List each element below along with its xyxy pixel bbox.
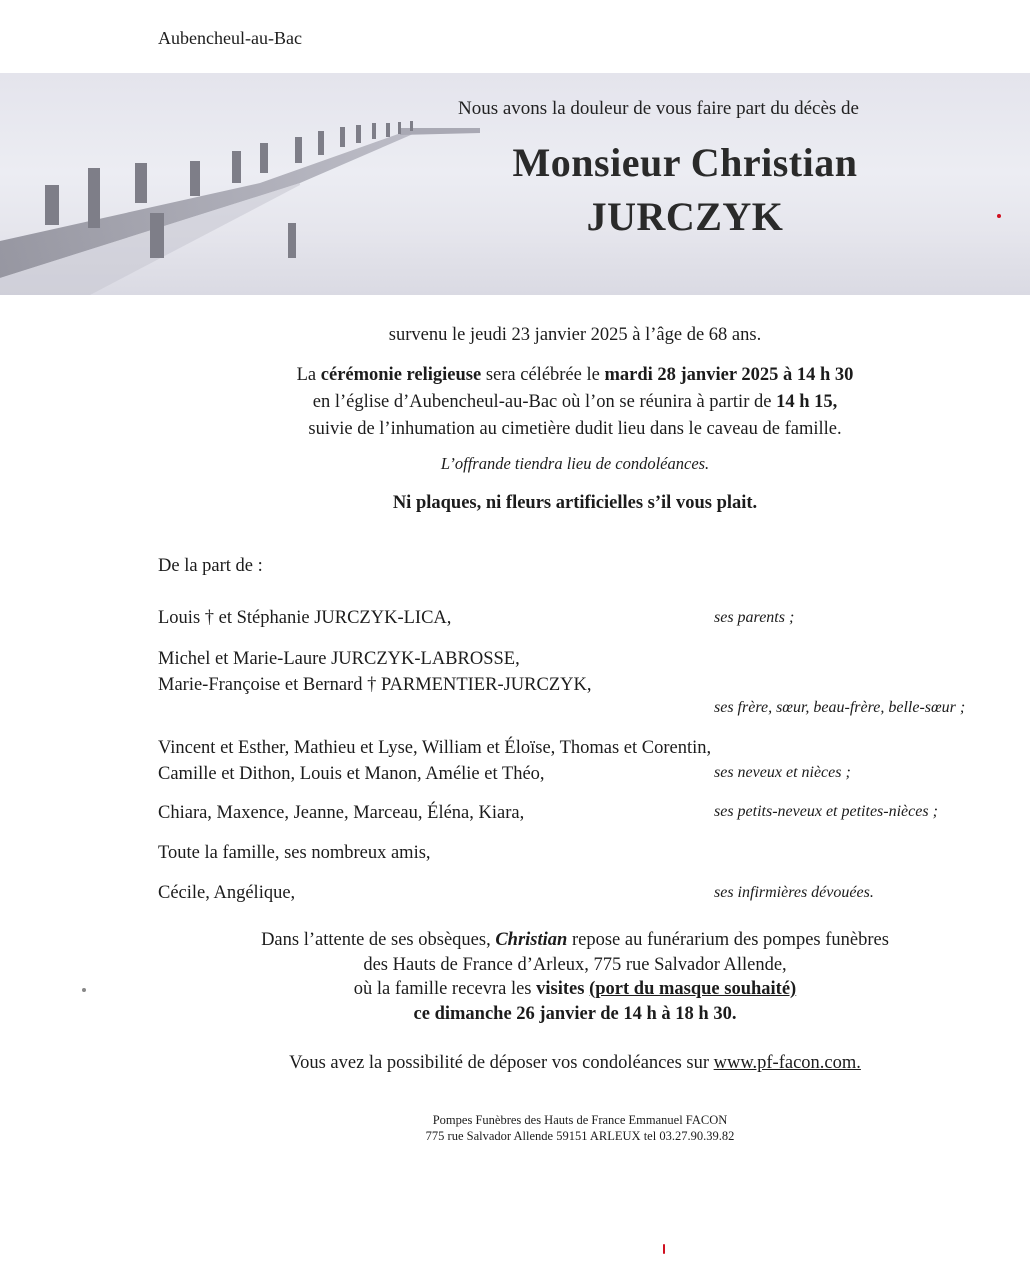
- from-label: De la part de :: [158, 556, 263, 576]
- parents-relation: ses parents ;: [714, 609, 795, 626]
- nurses-names: Cécile, Angélique,: [158, 883, 296, 903]
- nephews-relation: ses neveux et nièces ;: [714, 764, 851, 781]
- header-banner: [0, 73, 1030, 295]
- visits-label: visites: [536, 979, 585, 999]
- ceremony-line2: [150, 389, 1000, 416]
- visitation-time: ce dimanche 26 janvier de 14 h à 18 h 30.: [413, 1003, 737, 1024]
- offering-note: L’offrande tiendra lieu de condoléances.: [440, 454, 710, 473]
- visitation-line2: des Hauts de France d’Arleux, 775 rue Salvador Allende,: [363, 954, 787, 975]
- grand-nephews-names: Chiara, Maxence, Jeanne, Marceau, Éléna, Kiara,: [158, 803, 525, 823]
- visitation-text: Dans l’attente de ses obsèques,: [261, 930, 496, 950]
- gathering-time: 14 h 15,: [776, 392, 838, 412]
- condolences-link[interactable]: www.pf-facon.com.: [713, 1053, 861, 1073]
- ceremony-location: en l’église d’Aubencheul-au-Bac où l’on se réunira à partir de: [312, 392, 777, 412]
- condolences-text: Vous avez la possibilité de déposer vos condoléances sur: [289, 1053, 714, 1073]
- deceased-first-name: Christian: [495, 930, 568, 950]
- ceremony-datetime: mardi 28 janvier 2025 à 14 h 30: [604, 365, 854, 385]
- nephews-line2: Camille et Dithon, Louis et Manon, Amélie et Théo,: [158, 764, 545, 784]
- mask-note: (port du masque souhaité): [589, 979, 797, 999]
- footer-address: 775 rue Salvador Allende 59151 ARLEUX tel 03.27.90.39.82: [425, 1129, 735, 1143]
- siblings-line2: Marie-Françoise et Bernard † PARMENTIER-JURCZYK,: [158, 675, 592, 695]
- funeral-home-footer: [300, 1112, 860, 1144]
- scan-speck: [663, 1244, 665, 1254]
- scan-speck: [997, 214, 1001, 218]
- siblings-line1: Michel et Marie-Laure JURCZYK-LABROSSE,: [158, 649, 520, 669]
- ceremony-line1: [150, 362, 1000, 389]
- town-name: Aubencheul-au-Bac: [158, 28, 302, 48]
- nephews-line1: Vincent et Esther, Mathieu et Lyse, William et Éloïse, Thomas et Corentin,: [158, 738, 712, 758]
- nurses-relation: ses infirmières dévouées.: [714, 884, 874, 901]
- siblings-relation: ses frère, sœur, beau-frère, belle-sœur ;: [714, 699, 966, 716]
- no-flowers-note: Ni plaques, ni fleurs artificielles s’il vous plait.: [392, 493, 758, 513]
- ceremony-text: La: [296, 365, 321, 385]
- footer-company: Pompes Funèbres des Hauts de France Emmanuel FACON: [432, 1113, 728, 1127]
- scan-speck: [82, 988, 86, 992]
- visitation-block: [150, 928, 1000, 1026]
- death-date-line: survenu le jeudi 23 janvier 2025 à l’âge de 68 ans.: [388, 325, 762, 345]
- deceased-name-line1: Monsieur Christian: [512, 140, 858, 185]
- all-family-line: Toute la famille, ses nombreux amis,: [158, 843, 431, 863]
- ceremony-type: cérémonie religieuse: [320, 365, 482, 385]
- visitation-line1: [150, 928, 1000, 953]
- deceased-name-line2: JURCZYK: [586, 194, 784, 239]
- parents-names: Louis † et Stéphanie JURCZYK-LICA,: [158, 608, 452, 628]
- condolences-line: [150, 1050, 1000, 1077]
- ceremony-text: sera célébrée le: [481, 365, 605, 385]
- grand-nephews-relation: ses petits-neveux et petites-nièces ;: [714, 803, 938, 820]
- visitation-line3: [150, 977, 1000, 1002]
- ceremony-block: [150, 362, 1000, 443]
- ceremony-line3: suivie de l’inhumation au cimetière dudit lieu dans le caveau de famille.: [308, 419, 842, 439]
- visitation-text: où la famille recevra les: [353, 979, 537, 999]
- announcement-intro: Nous avons la douleur de vous faire part du décès de: [458, 98, 859, 119]
- visitation-text: repose au funérarium des pompes funèbres: [567, 930, 889, 950]
